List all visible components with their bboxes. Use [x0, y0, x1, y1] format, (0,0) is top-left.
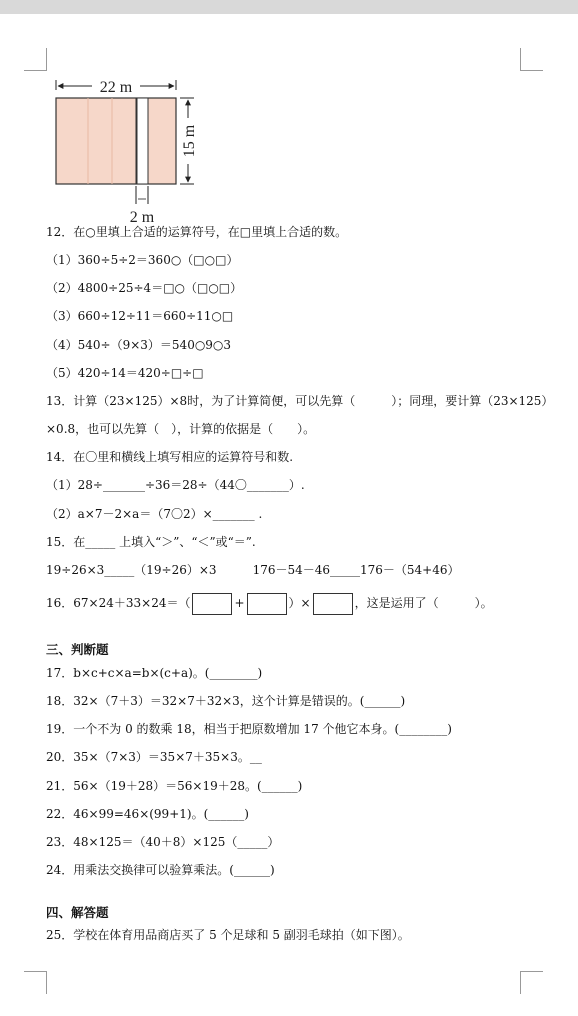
answer-box-1[interactable]: [192, 593, 232, 615]
q16-prefix: 16．67×24＋33×24＝（: [46, 596, 191, 610]
q16-plus: +: [234, 596, 245, 610]
question-14: 14．在〇里和横线上填写相应的运算符号和数.: [46, 450, 294, 464]
question-12: 12．在○里填上合适的运算符号，在□里填上合适的数。: [46, 225, 348, 239]
question-15-items: 19÷26×3_____（19÷26）×3 176－54－46_____176－（54+46）: [46, 563, 460, 577]
field-rectangle: [56, 98, 176, 184]
crop-mark-top-left: [24, 48, 47, 71]
question-25: 25．学校在体育用品商店买了 5 个足球和 5 副羽毛球拍（如下图）。: [46, 928, 410, 942]
question-15: 15．在_____ 上填入“＞”、“＜”或“＝”.: [46, 535, 256, 549]
question-16: [46, 591, 493, 615]
answer-box-3[interactable]: [313, 593, 353, 615]
document-page: [0, 14, 578, 1016]
answer-box-2[interactable]: [247, 593, 287, 615]
section-4-heading: 四、解答题: [46, 905, 109, 920]
question-14-1: （1）28÷_______÷36＝28÷（44〇_______）.: [46, 478, 305, 492]
gap-label: 2 m: [129, 209, 155, 226]
question-19: 19．一个不为 0 的数乘 18，相当于把原数增加 17 个他它本身。(________): [46, 722, 452, 736]
question-12-4: （4）540÷（9×3）＝540○9○3: [46, 338, 232, 352]
width-label: 22 m: [99, 79, 133, 96]
question-20: 20．35×（7×3）＝35×7＋35×3。__: [46, 750, 262, 764]
question-24: 24．用乘法交换律可以验算乘法。(______): [46, 863, 275, 877]
question-13: 13．计算（23×125）×8时，为了计算简便，可以先算（ ）；同理，要计算（23×125）: [46, 394, 554, 408]
q16-suffix: ，这是运用了（ ）。: [354, 596, 493, 610]
question-23: 23．48×125＝（40＋8）×125（_____）: [46, 835, 280, 849]
section-3-heading: 三、判断题: [46, 642, 109, 657]
rectangle-figure: [48, 76, 218, 226]
question-12-2: （2）4800÷25÷4＝□○（□○□）: [46, 281, 243, 295]
q16-times: ）×: [288, 596, 311, 610]
question-12-5: （5）420÷14＝420÷□÷□: [46, 366, 204, 380]
question-12-1: （1）360÷5÷2＝360○（□○□）: [46, 253, 239, 267]
question-12-3: （3）660÷12÷11＝660÷11○□: [46, 309, 234, 323]
crop-mark-bottom-right: [520, 971, 543, 994]
question-14-2: （2）a×7－2×a＝（7〇2）×_______ .: [46, 507, 263, 521]
question-21: 21．56×（19＋28）＝56×19＋28。(______): [46, 779, 303, 793]
crop-mark-top-right: [520, 48, 543, 71]
path-strip: [136, 98, 148, 184]
crop-mark-bottom-left: [24, 971, 47, 994]
height-label: 15 m: [181, 124, 198, 158]
question-13-cont: ×0.8，也可以先算（ ），计算的依据是（ ）。: [46, 422, 316, 436]
question-18: 18．32×（7＋3）＝32×7＋32×3，这个计算是错误的。(______): [46, 694, 406, 708]
question-17: 17．b×c+c×a=b×(c+a)。(________): [46, 666, 263, 680]
question-22: 22．46×99=46×(99+1)。(______): [46, 807, 249, 821]
